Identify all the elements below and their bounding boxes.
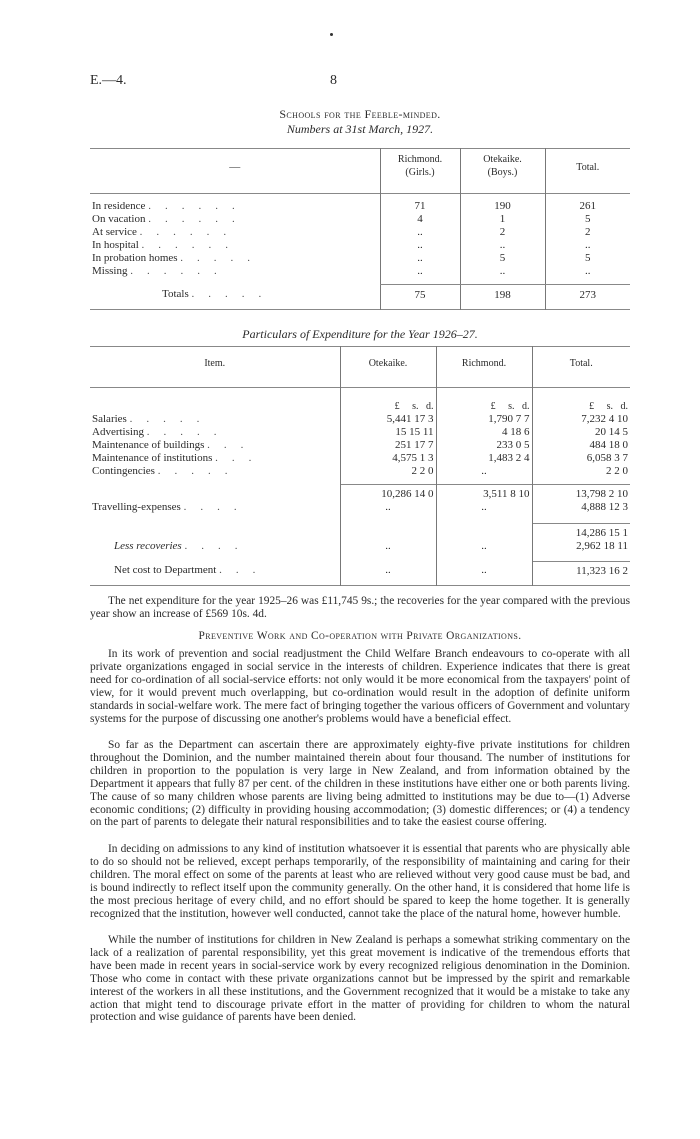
cell-richmond: .. — [380, 252, 460, 265]
cell-total: 5 — [545, 213, 630, 226]
table-row — [90, 252, 630, 265]
table1-col-total: Total. — [545, 149, 630, 194]
numbers-table — [90, 148, 630, 312]
cell-richmond: .. — [436, 501, 532, 514]
table1-col-blank: — — [229, 161, 241, 173]
cell-otekaike: 2 — [460, 226, 545, 239]
table-row — [90, 439, 630, 452]
cell-otekaike: 4,575 1 3 — [340, 452, 436, 465]
row-label: Missing ...... — [92, 265, 231, 277]
document-reference: E.—4. — [90, 73, 127, 88]
table-row — [90, 426, 630, 439]
row-label: In residence ...... — [92, 200, 249, 212]
cell-otekaike: 15 15 11 — [340, 426, 436, 439]
totals-label: Totals ..... — [162, 288, 276, 300]
table-row — [90, 213, 630, 226]
paragraph: While the number of institutions for children in New Zealand is perhaps a somewhat striking commentary on the lack of a realization of parental responsibility, yet this great movement is indicative of the tremendous efforts that have been made in recent years in social-service work by every recognized religious denomination in the Dominion. Those who come in contact with these private organizations cannot but be impressed by the spirit and remarkable interest of the workers in all these institutions, and the Government recognized that it would be a mistake to take any action that might tend to discourage private effort in the matter of providing for children to whom the natural protection and wise guidance of parents have been denied. — [90, 934, 630, 1024]
cell-total: 2,962 18 11 — [532, 540, 630, 553]
cell-richmond: .. — [436, 561, 532, 586]
total-otekaike: 198 — [460, 284, 545, 310]
subtotal-otekaike: 10,286 14 0 — [340, 484, 436, 501]
table-row — [90, 413, 630, 426]
cell-otekaike: 190 — [460, 200, 545, 213]
travelling-row — [90, 501, 630, 514]
table1-subtitle: Numbers at 31st March, 1927. — [286, 122, 434, 136]
cell-otekaike: 5,441 17 3 — [340, 413, 436, 426]
page-number: 8 — [330, 73, 337, 88]
table1-title: Schools for the Feeble-minded. — [279, 107, 441, 121]
cell-richmond: .. — [380, 226, 460, 239]
paragraph: So far as the Department can ascertain there are approximately eighty-five private institutions for children throughout the Dominion, and the number maintained therein about four thousand. The number of institutions for children in proportion to the population is very large in New Zealand, and from information obtained by the Department it appears that fully 87 per cent. of the children in these institutions have either one or both parents living. The cause of so many children whose parents are living being admitted to institutions may be due to—(1) Adverse economic conditions; (2) difficulty in providing housing accommodation; (3) domestic differences; or (4) a tendency on the part of parents to delegate their natural responsibilities and to take the easiest course offering. — [90, 739, 630, 829]
cell-otekaike: .. — [340, 561, 436, 586]
table2-col-item: Item. — [204, 358, 226, 369]
total-richmond: 75 — [380, 284, 460, 310]
row-label: Contingencies ..... — [92, 465, 242, 477]
row-label: At service ...... — [92, 226, 241, 238]
row-label: On vacation ...... — [92, 213, 249, 225]
cell-total: 20 14 5 — [532, 426, 630, 439]
expenditure-note: The net expenditure for the year 1925–26 was £11,745 9s.; the recoveries for the year compared with the previous year show an increase of £569 10s. 4d. — [90, 595, 630, 620]
cell-total: 11,323 16 2 — [532, 561, 630, 586]
cell-total: 6,058 3 7 — [532, 452, 630, 465]
table2-col-otekaike: Otekaike. — [340, 347, 436, 388]
cell-total: 261 — [545, 200, 630, 213]
table-row — [90, 265, 630, 278]
section-heading: Preventive Work and Co-operation with Private Organizations. — [198, 630, 522, 642]
currency-richmond: £ s. d. — [436, 400, 532, 413]
page-mark — [330, 33, 333, 36]
subtotal-richmond: 3,511 8 10 — [436, 484, 532, 501]
paragraph: In deciding on admissions to any kind of institution whatsoever it is essential that parents who are physically able to do so should not be relieved, except perhaps temporarily, of the responsibility of maintaining and caring for their children. The moral effect on some of the parents at least who are relieved without very good cause must be bad, and is bound indirectly to reflect itself upon the community generally. On the other hand, it is considered that home life is the most precious heritage of every child, and no effort should be spared to keep the home together. It is generally recognized that the institution, however well conducted, cannot take the place of the natural home, however humble. — [90, 843, 630, 920]
row-label: Travelling-expenses .... — [92, 500, 251, 513]
currency-total: £ s. d. — [532, 400, 630, 413]
cell-otekaike: 5 — [460, 252, 545, 265]
total-total: 273 — [545, 284, 630, 310]
cell-richmond: 4 — [380, 213, 460, 226]
row-label: Less recoveries .... — [114, 540, 252, 552]
paragraph: In its work of prevention and social readjustment the Child Welfare Branch endeavours to co-operate with all private organizations engaged in social service in the interests of children. Experience indicates that there is great need for co-ordination of all social-service efforts: not only would it be more economical from the taxpayers' point of view, for it would prevent much overlapping, but co-ordination would result in the adoption of definite uniform standards in social-welfare work. The mere fact of bringing together the various officers of Government and voluntary systems for the purpose of discussing one another's problems would have a beneficial effect. — [90, 648, 630, 725]
table1-col-otekaike: Otekaike. (Boys.) — [460, 149, 545, 194]
cell-total: 2 2 0 — [532, 465, 630, 478]
cell-otekaike: .. — [340, 501, 436, 514]
currency-row — [90, 400, 630, 413]
row-label: In probation homes ..... — [92, 252, 265, 264]
table-row — [90, 239, 630, 252]
cell-total: 484 18 0 — [532, 439, 630, 452]
row-label: Net cost to Department ... — [114, 564, 270, 576]
gross-total: 14,286 15 1 — [532, 524, 630, 541]
cell-richmond: 1,790 7 7 — [436, 413, 532, 426]
cell-total: 7,232 4 10 — [532, 413, 630, 426]
row-label: Salaries ..... — [92, 413, 214, 425]
cell-total: 5 — [545, 252, 630, 265]
recoveries-row — [90, 540, 630, 553]
cell-total: 4,888 12 3 — [532, 501, 630, 514]
gross-row — [90, 524, 630, 541]
subtotal-total: 13,798 2 10 — [532, 484, 630, 501]
cell-richmond: 1,483 2 4 — [436, 452, 532, 465]
net-row — [90, 561, 630, 586]
cell-richmond: .. — [436, 465, 532, 478]
table-row — [90, 452, 630, 465]
cell-total: .. — [545, 265, 630, 278]
row-label: Maintenance of buildings ... — [92, 439, 258, 451]
cell-otekaike: 2 2 0 — [340, 465, 436, 478]
cell-otekaike: .. — [460, 265, 545, 278]
cell-total: 2 — [545, 226, 630, 239]
cell-richmond: 233 0 5 — [436, 439, 532, 452]
totals-row — [90, 284, 630, 310]
table2-col-richmond: Richmond. — [436, 347, 532, 388]
expenditure-table — [90, 346, 630, 588]
row-label: Advertising ..... — [92, 426, 231, 438]
table1-col-richmond: Richmond. (Girls.) — [380, 149, 460, 194]
table-row — [90, 200, 630, 213]
table1-header-row — [90, 149, 630, 194]
table-row — [90, 465, 630, 478]
currency-otekaike: £ s. d. — [340, 400, 436, 413]
table-row — [90, 226, 630, 239]
cell-otekaike: .. — [340, 540, 436, 553]
subtotal-row — [90, 484, 630, 501]
cell-otekaike: .. — [460, 239, 545, 252]
cell-richmond: 71 — [380, 200, 460, 213]
cell-richmond: 4 18 6 — [436, 426, 532, 439]
cell-otekaike: 251 17 7 — [340, 439, 436, 452]
row-label: In hospital ...... — [92, 239, 242, 251]
cell-richmond: .. — [380, 239, 460, 252]
cell-richmond: .. — [436, 540, 532, 553]
row-label: Maintenance of institutions ... — [92, 452, 266, 464]
table2-title: Particulars of Expenditure for the Year 1926–27. — [242, 327, 478, 341]
cell-otekaike: 1 — [460, 213, 545, 226]
cell-richmond: .. — [380, 265, 460, 278]
table2-col-total: Total. — [532, 347, 630, 388]
table2-header-row — [90, 347, 630, 388]
cell-total: .. — [545, 239, 630, 252]
